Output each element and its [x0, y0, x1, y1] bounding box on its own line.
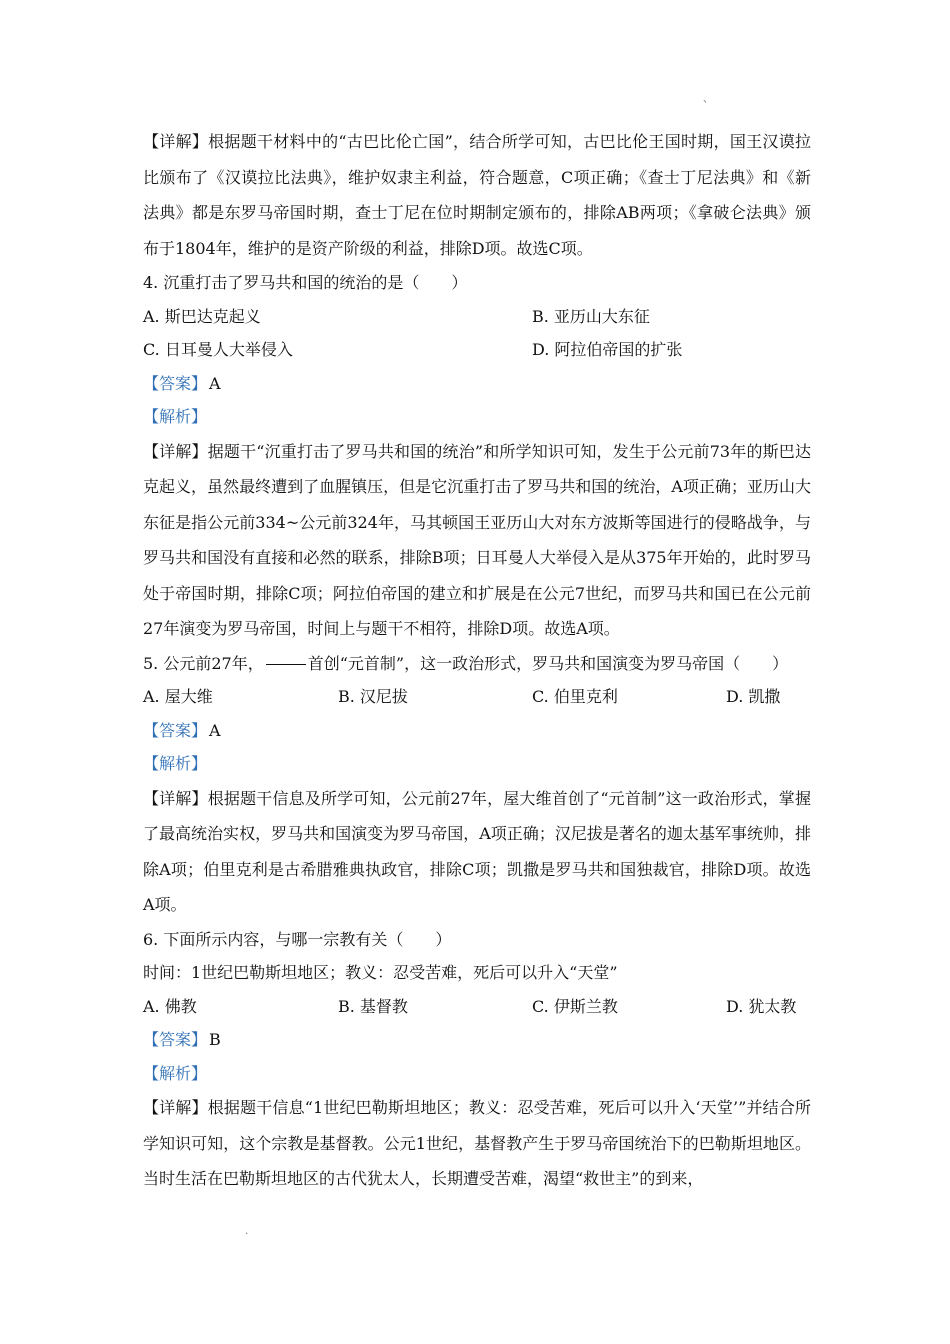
q5-stem-before: 5. 公元前27年， [143, 653, 264, 673]
q5-answer-value: A [209, 720, 221, 740]
q5-option-b: B. 汉尼拔 [338, 687, 408, 706]
q4-analysis-label: 解析 [159, 407, 192, 426]
q6-analysis: 【解析】 [143, 1063, 208, 1083]
q6-info: 时间：1世纪巴勒斯坦地区；教义：忍受苦难，死后可以升入“天堂” [143, 963, 618, 982]
q4-option-a: A. 斯巴达克起义 [143, 306, 261, 326]
q5-option-c: C. 伯里克利 [532, 687, 618, 706]
q4-answer: 【答案】 A [143, 373, 221, 393]
q4-option-d: D. 阿拉伯帝国的扩张 [532, 340, 683, 359]
q5-detail: 【详解】根据题干信息及所学可知，公元前27年，屋大维首创了“元首制”这一政治形式，掌握了最高统治实权，罗马共和国演变为罗马帝国，A项正确；汉尼拔是著名的迦太基军事统帅，排除A项；伯里克利是古希腊雅典执政官，排除C项；凯撒是罗马共和国独裁官，排除D项。故选A项。 [143, 788, 811, 914]
q6-option-a: A. 佛教 [143, 996, 197, 1016]
q5-answer: 【答案】 A [143, 720, 221, 740]
q4-analysis: 【解析】 [143, 407, 208, 426]
q6-option-d: D. 犹太教 [726, 996, 797, 1016]
q6-options [143, 990, 811, 1024]
q6-answer-label: 答案 [159, 1030, 192, 1049]
q6-option-b: B. 基督教 [338, 996, 408, 1016]
page-mark-top: 、 [703, 94, 713, 105]
q6-answer-value: B [209, 1030, 221, 1049]
q5-analysis-label: 解析 [159, 754, 192, 773]
q5-stem-after: 首创“元首制”，这一政治形式，罗马共和国演变为罗马帝国（ ） [307, 653, 789, 673]
page-mark-bottom: . [245, 1226, 249, 1237]
q3-detail: 【详解】根据题干材料中的“古巴比伦亡国”，结合所学可知，古巴比伦王国时期，国王汉谟拉比颁布了《汉谟拉比法典》，维护奴隶主利益，符合题意，C项正确；《查士丁尼法典》和《新法典》都是东罗马帝国时期，查士丁尼在位时期制定颁布的，排除AB两项；《拿破仑法典》颁布于1804年，维护的是资产阶级的利益，排除D项。故选C项。 [143, 132, 811, 258]
q6-detail: 【详解】根据题干信息“1世纪巴勒斯坦地区；教义：忍受苦难，死后可以升入‘天堂’”并结合所学知识可知，这个宗教是基督教。公元1世纪，基督教产生于罗马帝国统治下的巴勒斯坦地区。当时生活在巴勒斯坦地区的古代犹太人，长期遭受苦难，渴望“救世主”的到来， [143, 1098, 811, 1188]
q6-option-c: C. 伊斯兰教 [532, 996, 618, 1016]
q5-option-d: D. 凯撒 [726, 687, 781, 706]
q5-option-a: A. 屋大维 [143, 687, 213, 706]
q5-stem [143, 647, 811, 681]
q5-answer-label: 答案 [159, 720, 192, 740]
q4-answer-value: A [209, 373, 221, 393]
q4-option-b: B. 亚历山大东征 [532, 306, 650, 326]
q5-blank [266, 663, 306, 665]
q4-answer-label: 答案 [159, 373, 192, 393]
q4-option-c: C. 日耳曼人大举侵入 [143, 340, 293, 359]
q5-options [143, 680, 811, 714]
q5-analysis: 【解析】 [143, 754, 208, 773]
q6-stem: 6. 下面所示内容，与哪一宗教有关（ ） [143, 929, 452, 949]
q6-analysis-label: 解析 [159, 1063, 192, 1083]
q6-answer: 【答案】 B [143, 1030, 221, 1049]
q4-stem: 4. 沉重打击了罗马共和国的统治的是（ ） [143, 273, 468, 292]
q4-options [143, 300, 811, 367]
page-content [143, 124, 811, 1197]
q4-detail: 【详解】据题干“沉重打击了罗马共和国的统治”和所学知识可知，发生于公元前73年的斯巴达克起义，虽然最终遭到了血腥镇压，但是它沉重打击了罗马共和国的统治，A项正确；亚历山大东征是指公元前334~公元前324年，马其顿国王亚历山大对东方波斯等国进行的侵略战争，与罗马共和国没有直接和必然的联系，排除B项；日耳曼人大举侵入是从375年开始的，此时罗马处于帝国时期，排除C项；阿拉伯帝国的建立和扩展是在公元7世纪，而罗马共和国已在公元前27年演变为罗马帝国，时间上与题干不相符，排除D项。故选A项。 [143, 441, 811, 638]
